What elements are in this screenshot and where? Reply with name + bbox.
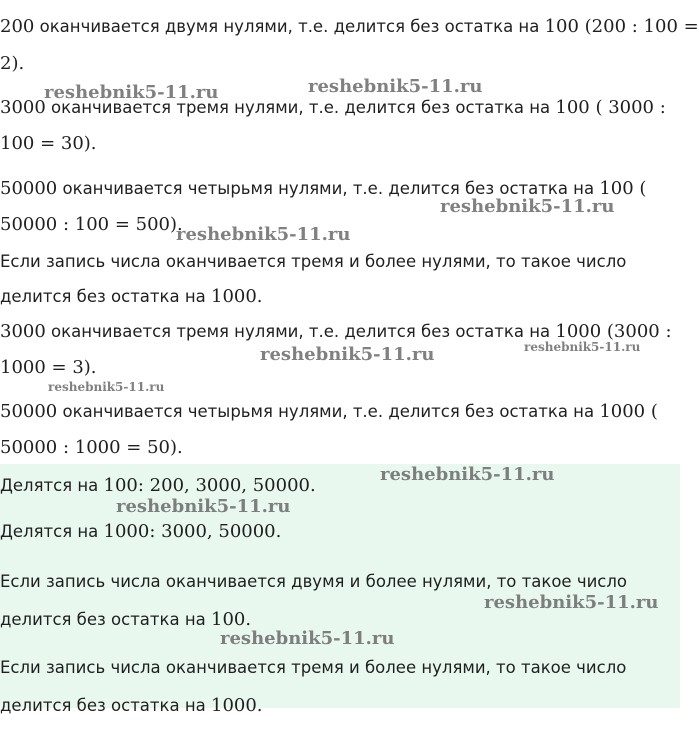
text-line-11: 50000 оканчивается четырьмя нулями, т.е. делится без остатка на 1000 ( xyxy=(0,401,658,422)
watermark: reshebnik5-11.ru xyxy=(440,196,615,217)
text-line-12: 50000 : 1000 = 50). xyxy=(0,437,183,458)
text-line-1: 200 оканчивается двумя нулями, т.е. делится без остатка на 100 (200 : 100 = xyxy=(0,16,699,37)
watermark: reshebnik5-11.ru xyxy=(524,340,641,354)
summary-line-5: Если запись числа оканчивается тремя и более нулями, то такое число xyxy=(0,658,627,677)
text-line-5: 50000 оканчивается четырьмя нулями, т.е. делится без остатка на 100 ( xyxy=(0,178,647,199)
text-line-6: 50000 : 100 = 500). xyxy=(0,214,183,235)
summary-line-6-clip xyxy=(0,690,680,716)
watermark: reshebnik5-11.ru xyxy=(260,344,435,365)
watermark: reshebnik5-11.ru xyxy=(484,592,659,613)
summary-line-6: делится без остатка на 1000. xyxy=(0,695,263,716)
watermark: reshebnik5-11.ru xyxy=(116,496,291,517)
summary-line-3: Если запись числа оканчивается двумя и более нулями, то такое число xyxy=(0,572,628,591)
watermark: reshebnik5-11.ru xyxy=(44,82,219,103)
text-line-9: 3000 оканчивается тремя нулями, т.е. делится без остатка на 1000 (3000 : xyxy=(0,321,672,342)
watermark: reshebnik5-11.ru xyxy=(176,224,351,245)
text-line-10: 1000 = 3). xyxy=(0,357,97,378)
watermark: reshebnik5-11.ru xyxy=(48,380,165,394)
text-line-7: Если запись числа оканчивается тремя и более нулями, то такое число xyxy=(0,252,627,271)
text-line-3: 3000 оканчивается тремя нулями, т.е. делится без остатка на 100 ( 3000 : xyxy=(0,97,666,118)
watermark: reshebnik5-11.ru xyxy=(308,76,483,97)
watermark: reshebnik5-11.ru xyxy=(220,628,395,649)
text-line-4: 100 = 30). xyxy=(0,133,97,154)
watermark: reshebnik5-11.ru xyxy=(380,464,555,485)
text-line-8: делится без остатка на 1000. xyxy=(0,286,263,307)
summary-line-4: делится без остатка на 100. xyxy=(0,609,252,630)
summary-line-1: Делятся на 100: 200, 3000, 50000. xyxy=(0,475,316,496)
text-line-2: 2). xyxy=(0,53,25,74)
summary-line-2: Делятся на 1000: 3000, 50000. xyxy=(0,521,282,542)
